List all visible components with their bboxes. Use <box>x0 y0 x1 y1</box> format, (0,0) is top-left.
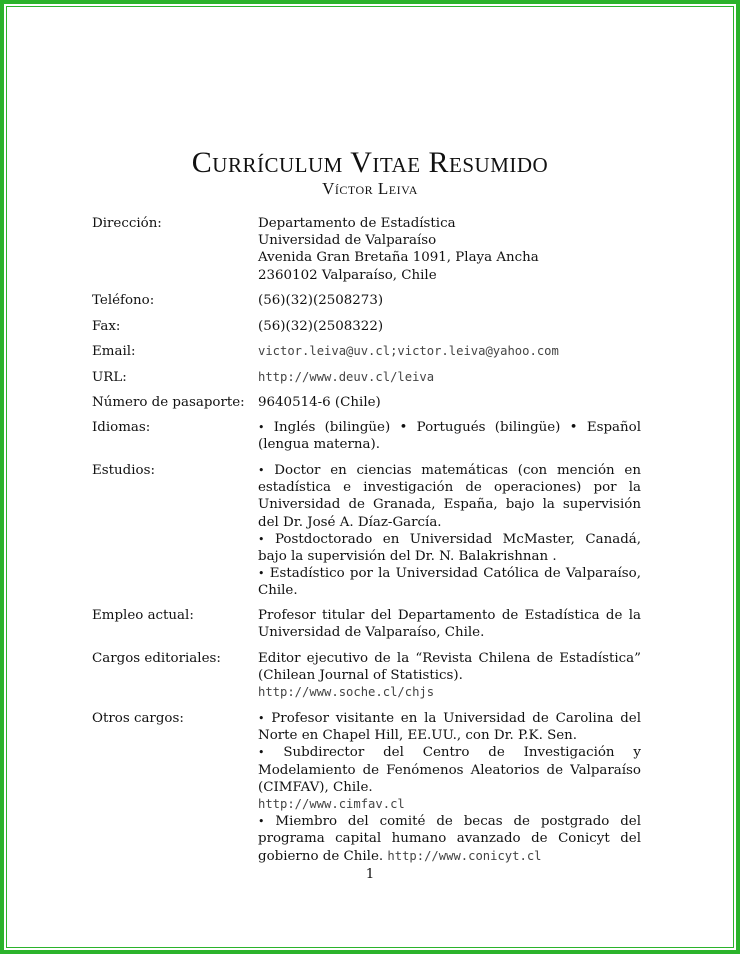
page-number: 1 <box>365 867 375 882</box>
label-url: URL: <box>92 370 127 385</box>
study-text: Postdoctorado en Universidad McMaster, Canadá, bajo la supervisión del Dr. N. Balakrishnan . <box>258 531 641 565</box>
value-cargos-editoriales <box>258 650 641 702</box>
other-position-text: Subdirector del Centro de Investigación y Modelamiento de Fenómenos Aleatorios de Valparaíso (CIMFAV), Chile. <box>258 745 641 795</box>
document-title: Currículum Vitae Resumido <box>191 146 549 179</box>
value-estudios <box>258 462 641 600</box>
value-otros-cargos <box>258 710 641 865</box>
value-fax: (56)(32)(2508322) <box>258 319 384 334</box>
value-telefono: (56)(32)(2508273) <box>258 293 384 308</box>
label-cargos-editoriales: Cargos editoriales: <box>92 651 221 666</box>
bullet-icon: • <box>258 746 265 760</box>
journal-link[interactable]: http://www.soche.cl/chjs <box>258 685 435 700</box>
email-link[interactable]: victor.leiva@uv.cl;victor.leiva@yahoo.com <box>258 344 559 358</box>
value-empleo: Profesor titular del Departamento de Estadística de la Universidad de Valparaíso, Chile. <box>258 608 641 641</box>
value-pasaporte: 9640514-6 (Chile) <box>258 395 381 410</box>
other-position-item <box>258 813 641 865</box>
value-direccion <box>258 215 641 284</box>
address-line: Departamento de Estadística <box>258 216 456 231</box>
conicyt-link[interactable]: http://www.conicyt.cl <box>387 848 542 863</box>
study-item <box>258 531 641 565</box>
study-text: Doctor en ciencias matemáticas (con mención en estadística e investigación de operaciones) por la Universidad de Granada, España, bajo la supervisión del Dr. José A. Díaz-García. <box>258 463 641 530</box>
value-idiomas <box>258 419 641 453</box>
address-line: Avenida Gran Bretaña 1091, Playa Ancha <box>258 250 539 266</box>
label-direccion: Dirección: <box>92 216 162 231</box>
languages-text: Inglés (bilingüe) • Portugués (bilingüe) • Español (lengua materna). <box>258 420 641 453</box>
author-name: Víctor Leiva <box>322 179 418 198</box>
label-email: Email: <box>92 344 136 359</box>
other-position-text: Miembro del comité de becas de postgrado del programa capital humano avanzado de Conicyt del gobierno de Chile. <box>258 814 641 864</box>
study-item <box>258 565 641 599</box>
other-position-item <box>258 744 641 796</box>
label-estudios: Estudios: <box>92 463 155 478</box>
label-pasaporte: Número de pasaporte: <box>92 395 245 410</box>
other-position-text: Profesor visitante en la Universidad de Carolina del Norte en Chapel Hill, EE.UU., con Dr. P.K. Sen. <box>258 711 641 744</box>
label-idiomas: Idiomas: <box>92 420 151 435</box>
bullet-icon: • <box>258 712 265 725</box>
bullet-icon: • <box>258 421 265 434</box>
bullet-icon: • <box>258 532 265 546</box>
editorial-text: Editor ejecutivo de la “Revista Chilena de Estadística” (Chilean Journal of Statistics). <box>258 651 641 684</box>
bullet-icon: • <box>258 567 265 581</box>
address-line: 2360102 Valparaíso, Chile <box>258 267 437 283</box>
label-otros-cargos: Otros cargos: <box>92 711 184 726</box>
address-line: Universidad de Valparaíso <box>258 233 437 249</box>
label-fax: Fax: <box>92 319 121 334</box>
study-item <box>258 462 641 531</box>
cimfav-link[interactable]: http://www.cimfav.cl <box>258 797 405 812</box>
study-text: Estadístico por la Universidad Católica de Valparaíso, Chile. <box>258 566 641 599</box>
other-position-item <box>258 710 641 744</box>
bullet-icon: • <box>258 815 265 829</box>
bullet-icon: • <box>258 464 265 477</box>
homepage-link[interactable]: http://www.deuv.cl/leiva <box>258 370 435 384</box>
label-telefono: Teléfono: <box>92 293 155 308</box>
label-empleo: Empleo actual: <box>92 608 194 623</box>
